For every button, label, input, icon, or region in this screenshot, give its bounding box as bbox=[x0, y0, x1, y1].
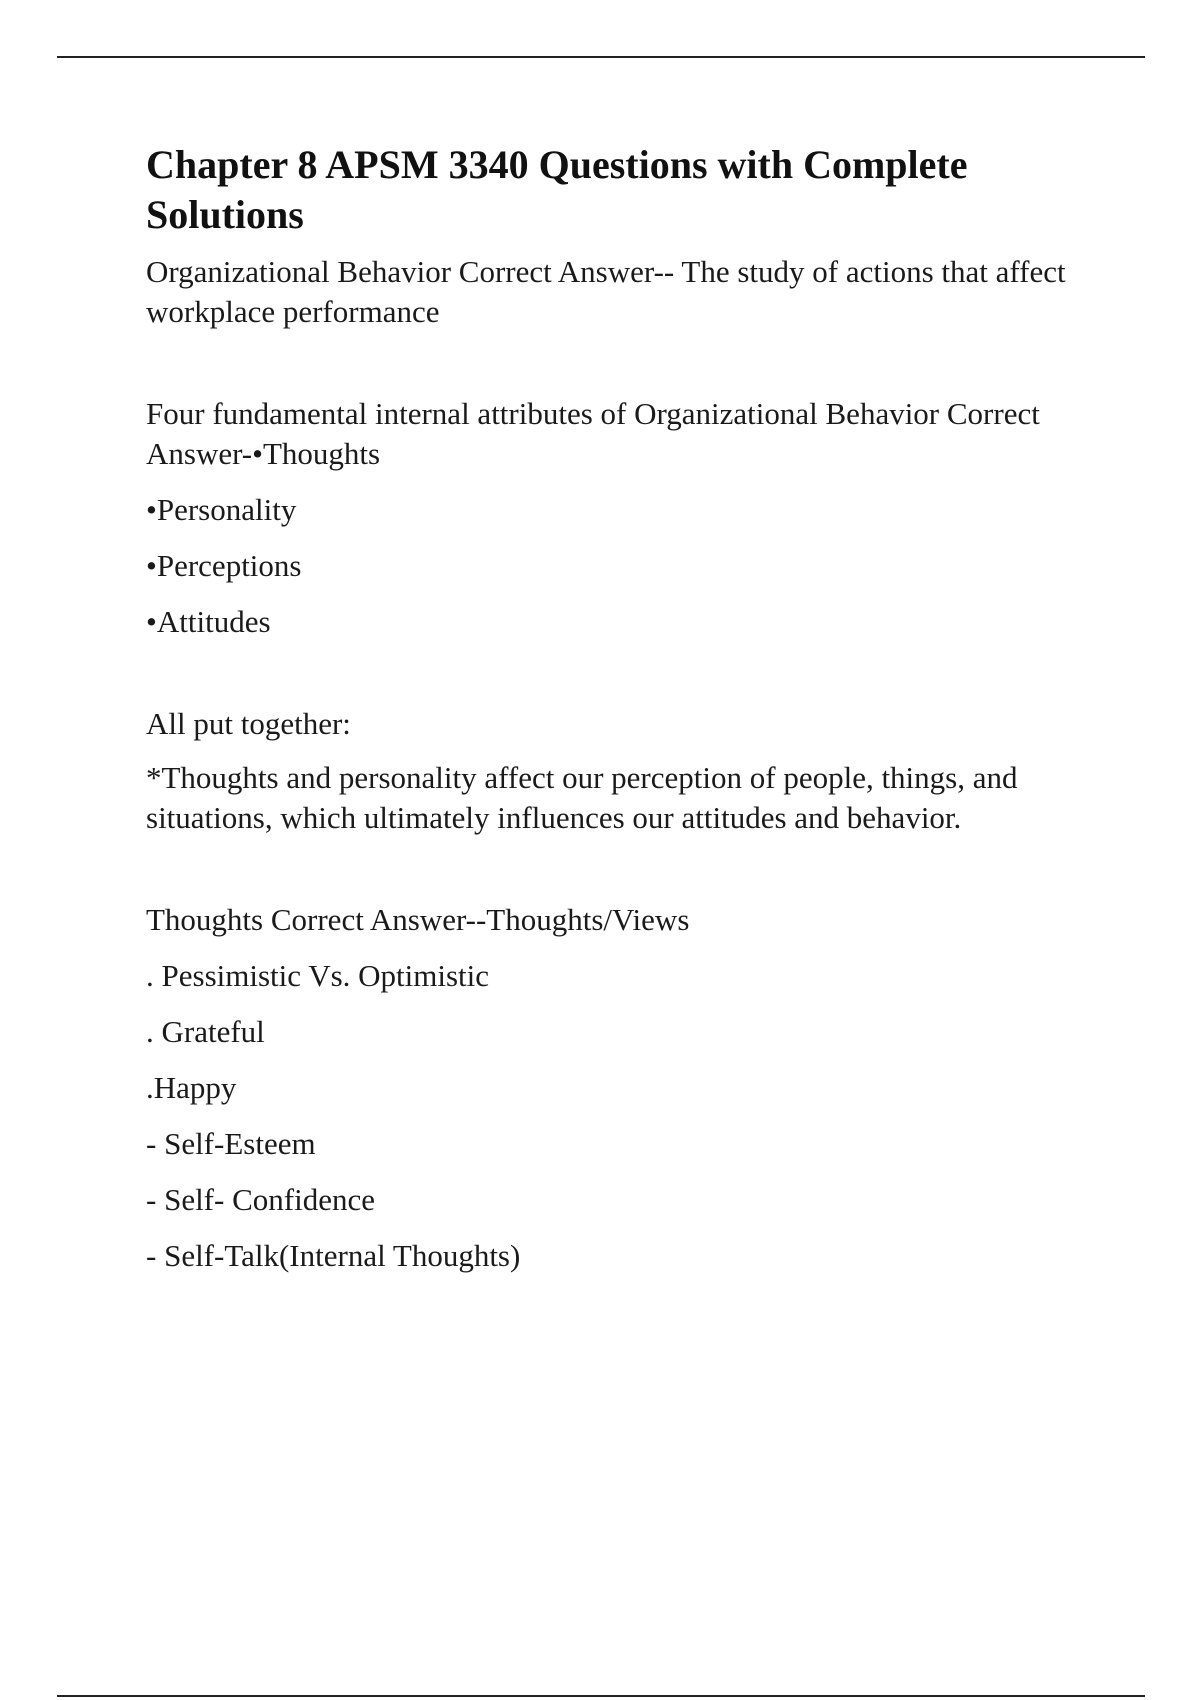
list-item: - Self-Esteem bbox=[146, 1126, 316, 1161]
qa-thoughts bbox=[146, 900, 1106, 1276]
top-divider bbox=[57, 56, 1145, 58]
list-item: - Self- Confidence bbox=[146, 1182, 375, 1217]
document-body bbox=[146, 140, 1106, 1276]
list-item: •Personality bbox=[146, 492, 297, 527]
qa-organizational-behavior bbox=[146, 252, 1106, 332]
paragraph: Organizational Behavior Correct Answer-- The study of actions that affect workplace performance bbox=[146, 254, 1066, 329]
list-item: . Grateful bbox=[146, 1014, 265, 1049]
qa-all-together bbox=[146, 704, 1106, 838]
list-item: . Pessimistic Vs. Optimistic bbox=[146, 958, 490, 993]
paragraph: Thoughts Correct Answer--Thoughts/Views bbox=[146, 902, 690, 937]
paragraph: *Thoughts and personality affect our perception of people, things, and situations, which ultimately influences our attitudes and behavior. bbox=[146, 760, 1018, 835]
list-item: •Attitudes bbox=[146, 604, 271, 639]
qa-four-attributes bbox=[146, 394, 1106, 642]
paragraph: Four fundamental internal attributes of Organizational Behavior Correct Answer-•Thoughts bbox=[146, 396, 1040, 471]
document-title: Chapter 8 APSM 3340 Questions with Complete Solutions bbox=[146, 142, 968, 237]
list-item: - Self-Talk(Internal Thoughts) bbox=[146, 1238, 521, 1273]
list-item: •Perceptions bbox=[146, 548, 302, 583]
list-item: .Happy bbox=[146, 1070, 237, 1105]
paragraph: All put together: bbox=[146, 706, 351, 741]
bottom-divider bbox=[57, 1695, 1145, 1697]
